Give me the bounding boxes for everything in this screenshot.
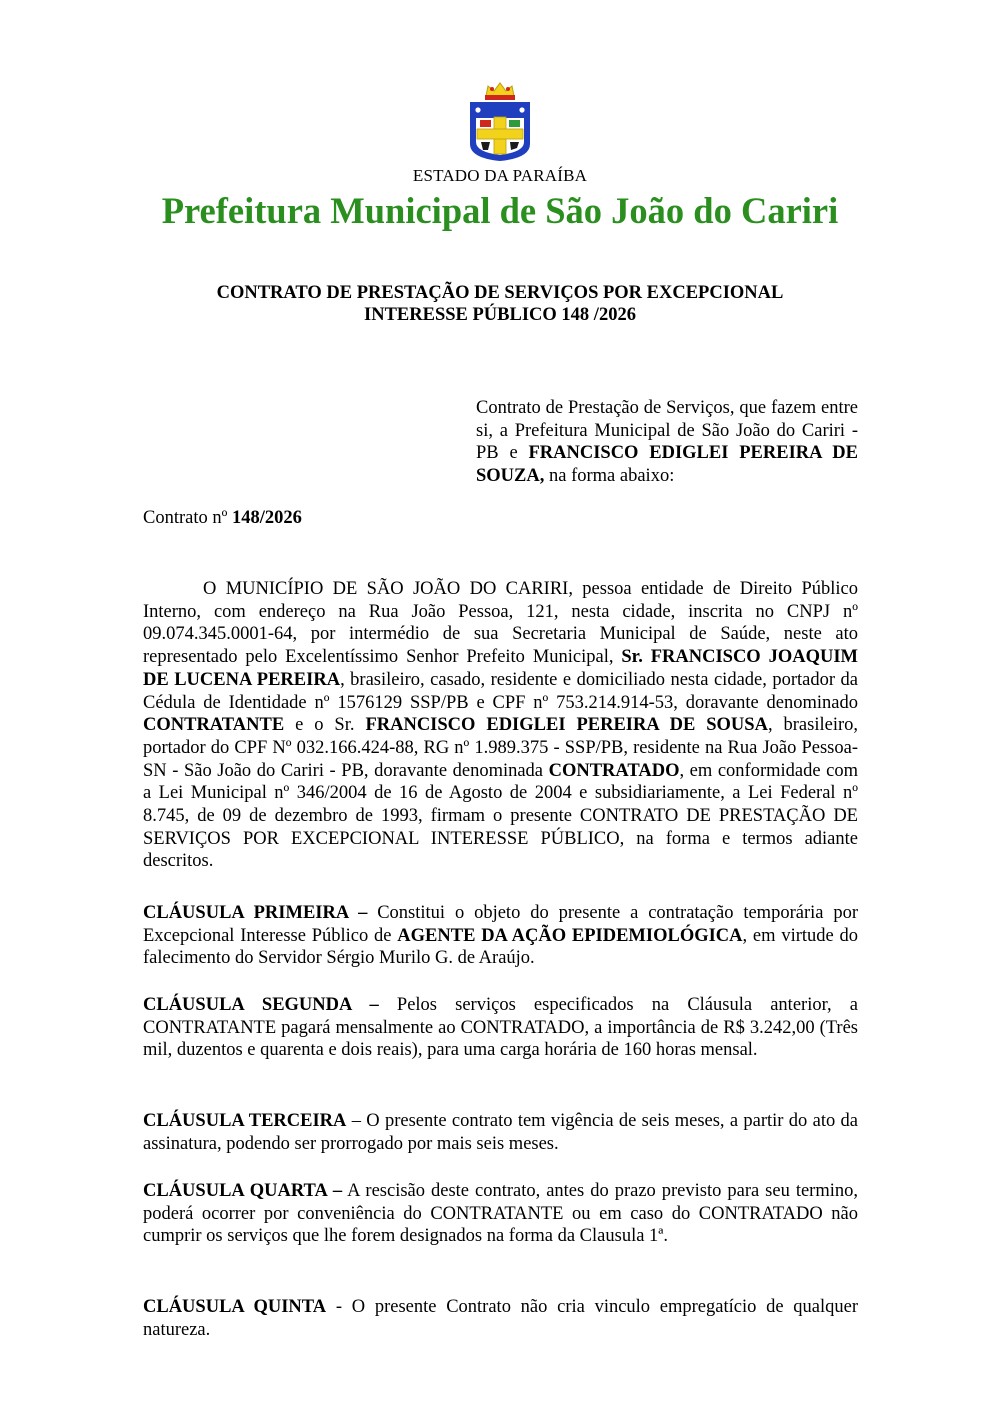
intro-text-5: , em conformidade com a Lei Municipal nº 346/2004 de 16 de Agosto de 2004 e subsidiariamente, a Lei Federal nº 8.745, de 09 de dezembro de 1993, firmam o presente CONTRATO DE PRESTAÇÃO DE SERVIÇOS POR EXCEPCIONAL INTERESSE PÚBLICO, na forma e termos adiante descritos. [143,760,858,872]
clause-fourth [143,1180,858,1248]
contract-title-line-1: CONTRATO DE PRESTAÇÃO DE SERVIÇOS POR EXCEPCIONAL [216,283,784,303]
summary-text: Contrato de Prestação de Serviços, que fazem entre si, a Prefeitura Municipal de São João do Cariri - PB e [476,398,858,464]
intro-text-4: , brasileiro, portador do CPF Nº 032.166.424-88, RG nº 1.989.375 - SSP/PB, residente na Rua João Pessoa- SN - São João do Cariri - PB, doravante denominada [143,715,858,781]
clause-third-text: – O presente contrato tem vigência de seis meses, a partir do ato da assinatura, podendo ser prorrogado por mais seis meses. [143,1111,858,1154]
clause-third [143,1110,858,1155]
intro-text-3: e o Sr. [284,715,366,736]
contratante-label: CONTRATANTE [143,715,285,736]
contract-summary [476,397,858,487]
clause-fourth-heading: CLÁUSULA QUARTA – [143,1181,343,1201]
intro-text-2: , brasileiro, casado, residente e domiciliado nesta cidade, portador da Cédula de Identidade nº 1576129 SSP/PB e CPF nº 753.214.914-53, doravante denominado [143,669,858,713]
clause-fifth [143,1296,858,1341]
contractor-name: FRANCISCO EDIGLEI PEREIRA DE SOUSA [365,715,768,736]
clause-third-heading: CLÁUSULA TERCEIRA [143,1111,347,1131]
clause-first-role: AGENTE DA AÇÃO EPIDEMIOLÓGICA [397,925,743,946]
contratado-label: CONTRATADO [548,760,680,781]
municipal-coat-of-arms-icon [468,80,532,162]
city-hall-title: Prefeitura Municipal de São João do Cariri [161,190,839,231]
clause-fifth-text: - O presente Contrato não cria vinculo empregatício de qualquer natureza. [143,1297,858,1340]
clause-fourth-text: A rescisão deste contrato, antes do prazo previsto para seu termino, poderá ocorrer por conveniência do CONTRATANTE ou em caso do CONTRATADO não cumprir os serviços que lhe forem designados na forma da Clausula 1ª. [143,1181,858,1247]
state-name: ESTADO DA PARAÍBA [412,166,588,185]
contract-number-value: 148/2026 [231,508,302,528]
summary-text-end: na forma abaixo: [544,465,675,486]
summary-contractor-name: FRANCISCO EDIGLEI PEREIRA DE SOUZA, [476,443,858,486]
mayor-name: Sr. FRANCISCO JOAQUIM DE LUCENA PEREIRA [143,647,858,690]
contract-title-line-2: INTERESSE PÚBLICO 148 /2026 [364,305,636,325]
clause-second-heading: CLÁUSULA SEGUNDA – [143,995,379,1015]
clause-first [143,902,858,970]
clause-first-text-1: Constitui o objeto do presente a contratação temporária por Excepcional Interesse Público de [143,903,858,946]
clause-second-text: Pelos serviços especificados na Cláusula anterior, a CONTRATANTE pagará mensalmente ao CONTRATADO, a importância de R$ 3.242,00 (Três mil, duzentos e quarenta e dois reais), para uma carga horária de 160 horas mensal. [143,995,858,1061]
clause-first-text-2: , em virtude do falecimento do Servidor Sérgio Murilo G. de Araújo. [143,925,858,969]
clause-first-heading: CLÁUSULA PRIMEIRA – [143,903,368,923]
contract-title [0,282,1000,326]
clause-fifth-heading: CLÁUSULA QUINTA [143,1297,327,1317]
intro-paragraph [143,578,858,873]
clause-second [143,994,858,1062]
contract-number [143,508,302,529]
contract-number-label: Contrato nº [143,508,232,528]
intro-text-1: O MUNICÍPIO DE SÃO JOÃO DO CARIRI, pessoa entidade de Direito Público Interno, com endereço na Rua João Pessoa, 121, nesta cidade, inscrita no CNPJ nº 09.074.345.0001-64, por intermédio de sua Secretaria Municipal de Saúde, neste ato representado pelo Excelentíssimo Senhor Prefeito Municipal, [143,579,858,668]
